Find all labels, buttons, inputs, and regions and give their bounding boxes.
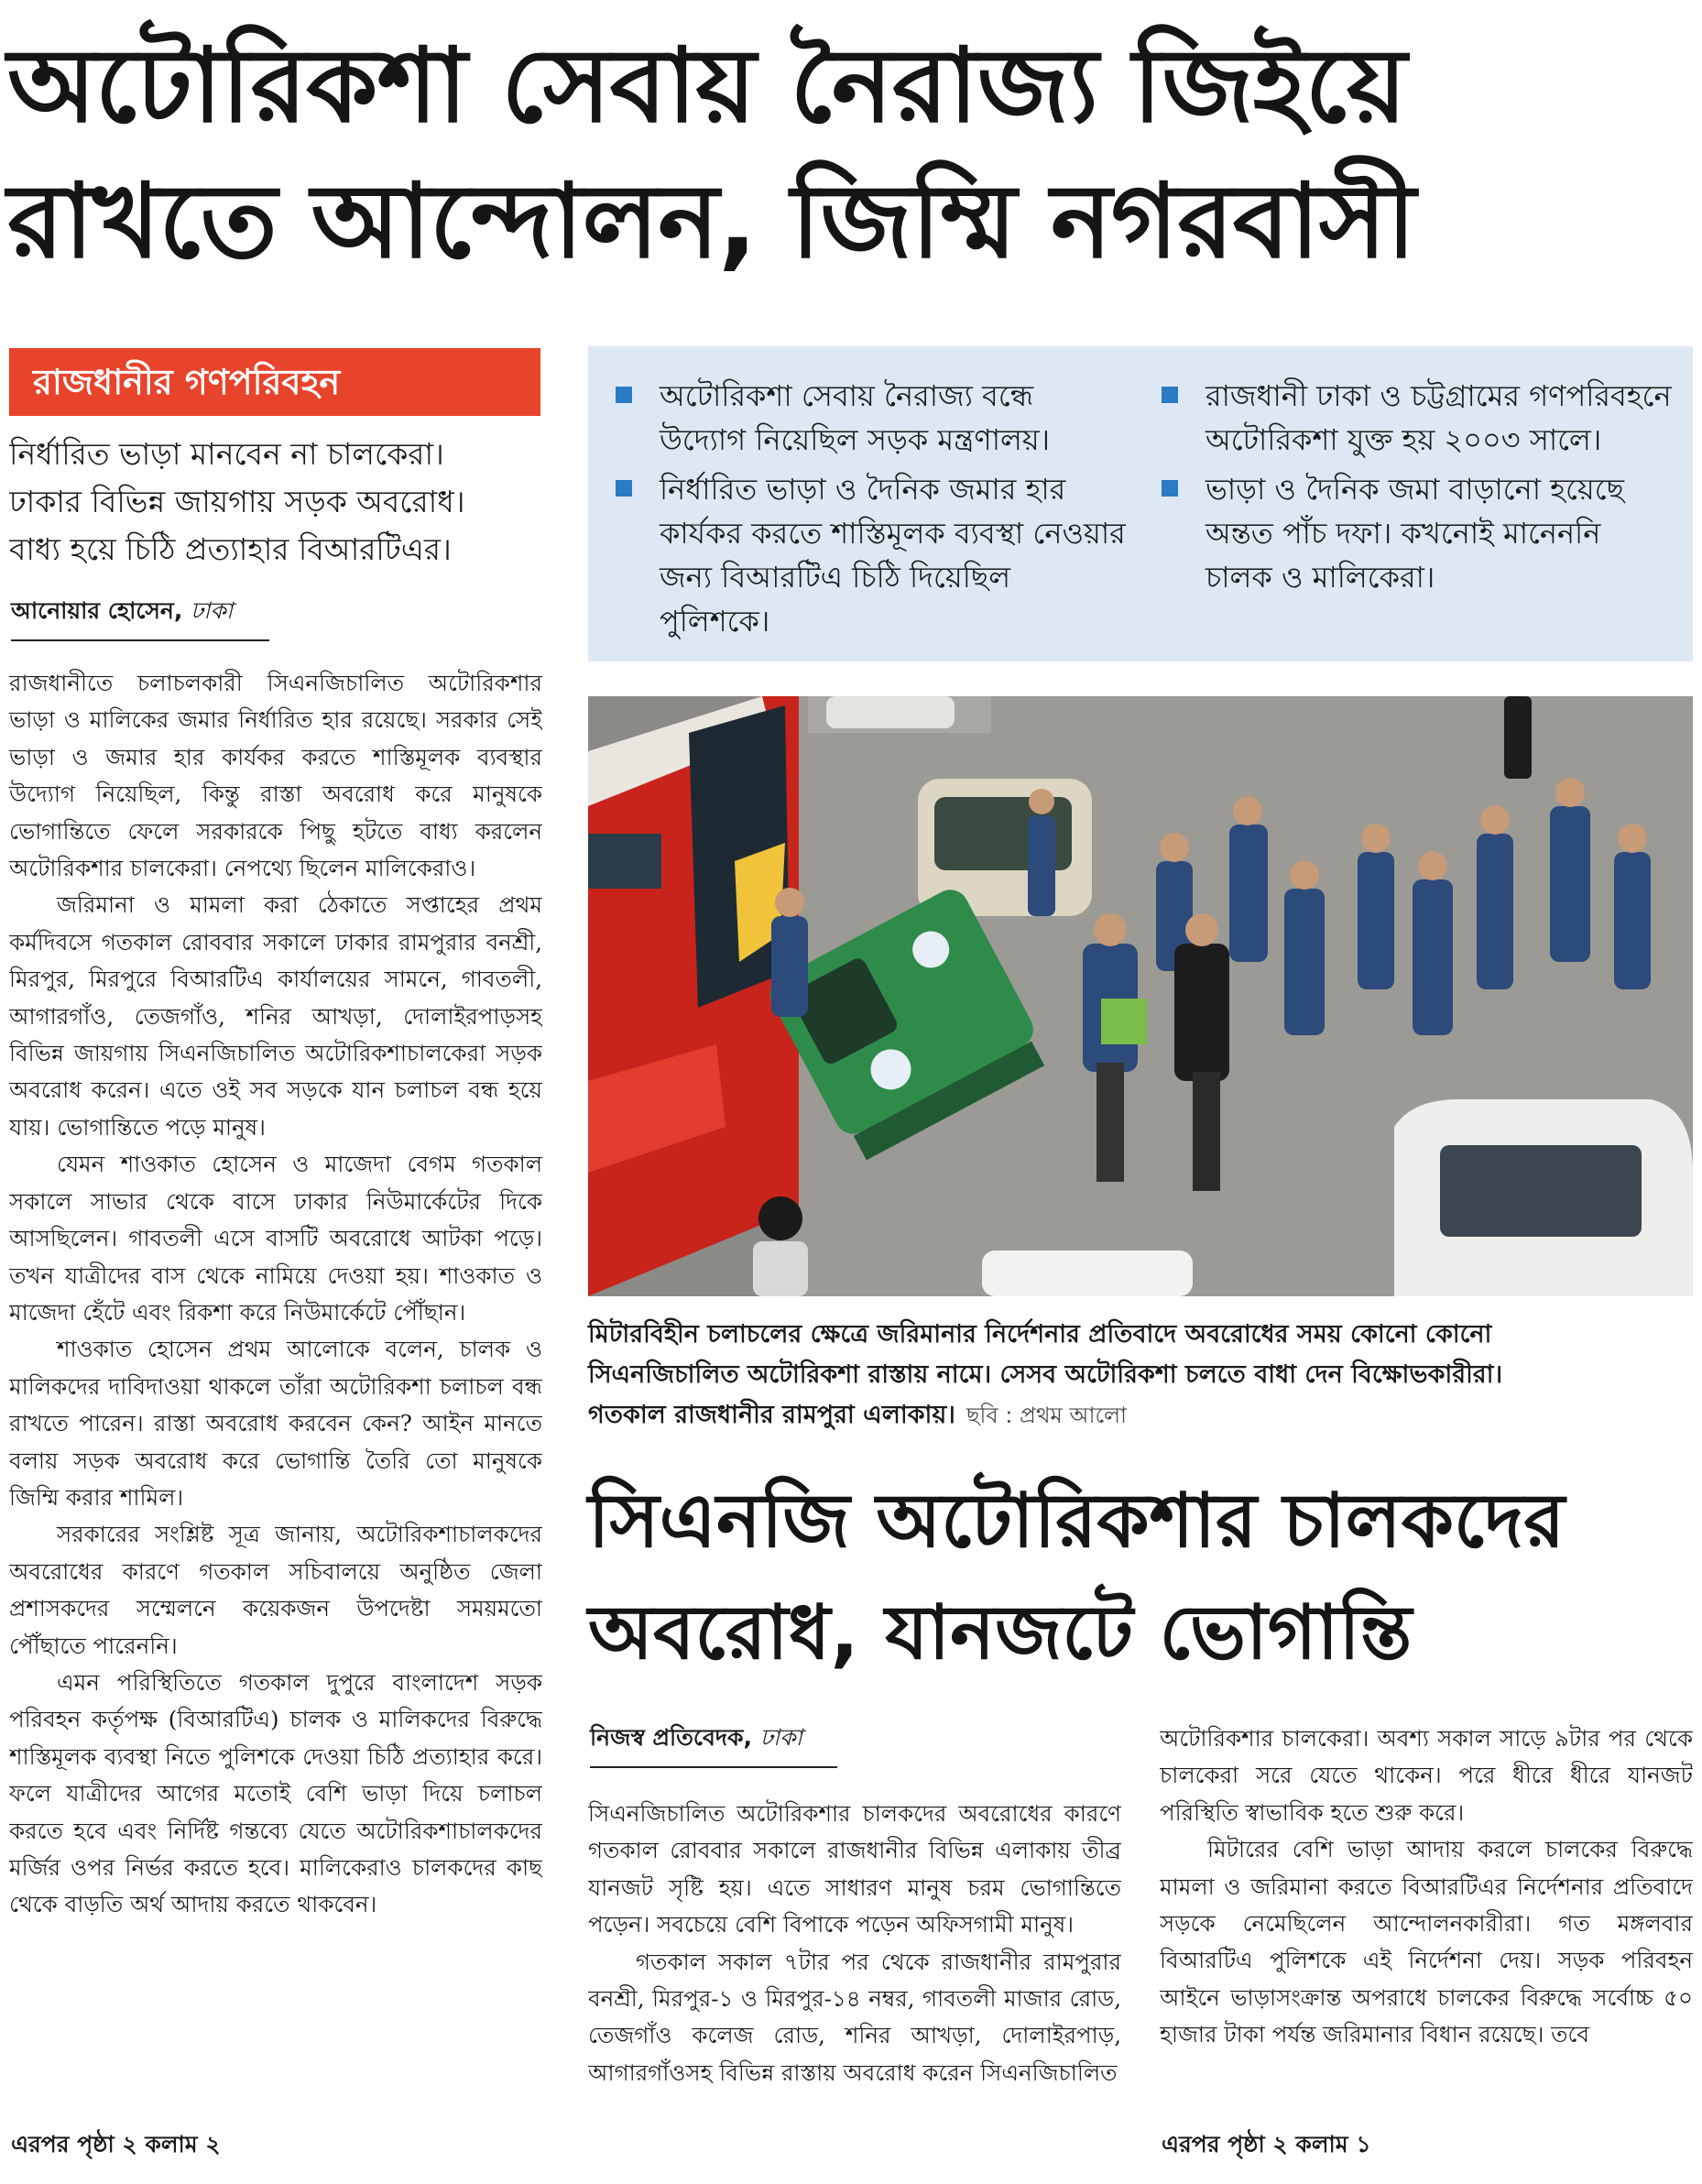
story-paragraph: গতকাল সকাল ৭টার পর থেকে রাজধানীর রামপুরার বনশ্রী, মিরপুর-১ ও মিরপুর-১৪ নম্বর, গাবতলী মাজার রোড, তেজগাঁও কলেজ রোড, শনির আখড়া, দোলাইরপাড়, আগারগাঁওসহ বিভিন্ন রাস্তায় অবরোধ করেন সিএনজিচালিত	[588, 1948, 1121, 2086]
byline-place: ঢাকা	[191, 597, 234, 624]
square-bullet-icon	[1162, 387, 1178, 403]
deck-line: নির্ধারিত ভাড়া মানবেন না চালকেরা।	[9, 436, 444, 472]
highlight-box	[588, 346, 1693, 661]
section-kicker: রাজধানীর গণপরিবহন	[9, 348, 540, 416]
highlight-item	[616, 374, 1129, 462]
caption-line	[588, 1395, 1693, 1436]
highlight-text: নির্ধারিত ভাড়া ও দৈনিক জমার হার কার্যকর করতে শাস্তিমূলক ব্যবস্থা নেওয়ার জন্য বিআরটিএ চিঠি দিয়েছিল পুলিশকে।	[660, 472, 1126, 639]
second-headline	[588, 1466, 1697, 1689]
story-paragraph: সিএনজিচালিত অটোরিকশার চালকদের অবরোধের কারণে গতকাল রোববার সকালে রাজধানীর বিভিন্ন এলাকায় তীব্র যানজট সৃষ্টি হয়। এতে সাধারণ মানুষ চরম ভোগান্তিতে পড়েন। সবচেয়ে বেশি বিপাকে পড়েন অফিসগামী মানুষ।	[588, 1800, 1121, 1938]
main-headline	[0, 18, 1702, 289]
caption-text: গতকাল রাজধানীর রামপুরা এলাকায়।	[588, 1401, 955, 1429]
story-paragraph: মিটারের বেশি ভাড়া আদায় করলে চালকের বিরুদ্ধে মামলা ও জরিমানা করতে বিআরটিএর নির্দেশনার প্রতিবাদে সড়কে নেমেছিলেন আন্দোলনকারীরা। গত মঙ্গলবার বিআরটিএ পুলিশকে এই নির্দেশনা দেয়। সড়ক পরিবহন আইনে ভাড়াসংক্রান্ত অপরাধে চালকের বিরুদ্ধে সর্বোচ্চ ৫০ হাজার টাকা পর্যন্ত জরিমানার বিধান রয়েছে। তবে	[1160, 1836, 1693, 2048]
story-paragraph: রাজধানীতে চলাচলকারী সিএনজিচালিত অটোরিকশার ভাড়া ও মালিকের জমার নির্ধারিত হার রয়েছে। সরকার সেই ভাড়া ও জমার হার কার্যকর করতে শাস্তিমূলক ব্যবস্থার উদ্যোগ নিয়েছিল, কিন্তু রাস্তা অবরোধ করে মানুষকে ভোগান্তিতে ফেলে সরকারকে পিছু হটতে বাধ্য করলেন অটোরিকশার চালকেরা। নেপথ্যে ছিলেন মালিকেরাও।	[9, 670, 542, 882]
byline-name: নিজস্ব প্রতিবেদক	[590, 1724, 744, 1751]
second-headline-line2: অবরোধ, যানজটে ভোগান্তি	[588, 1589, 1413, 1676]
highlight-text: ভাড়া ও দৈনিক জমা বাড়ানো হয়েছে অন্তত পাঁচ দফা। কখনোই মানেননি চালক ও মালিকেরা।	[1206, 472, 1624, 595]
highlight-item	[1162, 467, 1675, 599]
highlight-text: রাজধানী ঢাকা ও চট্টগ্রামের গণপরিবহনে অটোরিকশা যুক্ত হয় ২০০৩ সালে।	[1206, 378, 1672, 457]
jump-line-right: এরপর পৃষ্ঠা ২ কলাম ১	[1162, 2131, 1371, 2157]
deck-line: বাধ্য হয়ে চিঠি প্রত্যাহার বিআরটিএর।	[9, 531, 452, 567]
jump-line-left: এরপর পৃষ্ঠা ২ কলাম ২	[11, 2131, 221, 2157]
story-paragraph: অটোরিকশার চালকেরা। অবশ্য সকাল সাড়ে ৯টার পর থেকে চালকেরা সরে যেতে থাকেন। পরে ধীরে ধীরে যানজট পরিস্থিতি স্বাভাবিক হতে শুরু করে।	[1160, 1725, 1693, 1826]
story-paragraph: শাওকাত হোসেন প্রথম আলোকে বলেন, চালক ও মালিকদের দাবিদাওয়া থাকলে তাঁরা অটোরিকশা চলাচল বন্ধ রাখতে পারেন। রাস্তা অবরোধ করবেন কেন? আইন মানতে বলায় সড়ক অবরোধ করে ভোগান্তি তৈরি তো মানুষকে জিম্মি করার শামিল।	[9, 1336, 542, 1511]
caption-line: সিএনজিচালিত অটোরিকশা রাস্তায় নামে। সেসব অটোরিকশা চলতে বাধা দেন বিক্ষোভকারীরা।	[588, 1360, 1503, 1389]
byline-place: ঢাকা	[759, 1724, 802, 1751]
highlight-item	[1162, 374, 1675, 462]
highlight-text: অটোরিকশা সেবায় নৈরাজ্য বন্ধে উদ্যোগ নিয়েছিল সড়ক মন্ত্রণালয়।	[660, 378, 1051, 457]
main-headline-line2: রাখতে আন্দোলন, জিম্মি নগরবাসী	[7, 162, 1415, 281]
news-photo	[588, 696, 1693, 1296]
byline-name: আনোয়ার হোসেন	[11, 597, 174, 624]
street-scene-image	[588, 696, 1693, 1296]
caption-line: মিটারবিহীন চলাচলের ক্ষেত্রে জরিমানার নির্দেশনার প্রতিবাদে অবরোধের সময় কোনো কোনো	[588, 1320, 1492, 1349]
square-bullet-icon	[616, 480, 632, 497]
story-paragraph: যেমন শাওকাত হোসেন ও মাজেদা বেগম গতকাল সকালে সাভার থেকে বাসে ঢাকার নিউমার্কেটের দিকে আসছিলেন। গাবতলী এসে বাসটি অবরোধে আটকা পড়ে। তখন যাত্রীদের বাস থেকে নামিয়ে দেওয়া হয়। শাওকাত ও মাজেদা হেঁটে এবং রিকশা করে নিউমার্কেটে পৌঁছান।	[9, 1151, 542, 1326]
byline-main: আনোয়ার হোসেন, ঢাকা	[11, 597, 234, 624]
story-deck	[9, 431, 550, 573]
deck-line: ঢাকার বিভিন্ন জায়গায় সড়ক অবরোধ।	[9, 484, 465, 519]
second-headline-line1: সিএনজি অটোরিকশার চালকদের	[588, 1478, 1566, 1565]
byline-rule	[590, 1766, 837, 1768]
byline-second: নিজস্ব প্রতিবেদক, ঢাকা	[590, 1724, 802, 1751]
highlight-column-right	[1162, 374, 1675, 605]
square-bullet-icon	[1162, 480, 1178, 497]
photo-credit: ছবি : প্রথম আলো	[966, 1403, 1127, 1428]
second-story-column-2	[1160, 1720, 1693, 2127]
second-story-column-1	[588, 1796, 1121, 2166]
photo-caption	[588, 1315, 1693, 1436]
main-story-column	[9, 665, 542, 2094]
story-paragraph: জরিমানা ও মামলা করা ঠেকাতে সপ্তাহের প্রথম কর্মদিবসে গতকাল রোববার সকালে ঢাকার রামপুরার বনশ্রী, মিরপুর, মিরপুরে বিআরটিএ কার্যালয়ের সামনে, গাবতলী, আগারগাঁও, তেজগাঁও, শনির আখড়া, দোলাইরপাড়সহ বিভিন্ন জায়গায় সিএনজিচালিত অটোরিকশাচালকেরা সড়ক অবরোধ করেন। এতে ওই সব সড়কে যান চলাচল বন্ধ হয়ে যায়। ভোগান্তিতে পড়ে মানুষ।	[9, 891, 542, 1141]
story-paragraph: এমন পরিস্থিতিতে গতকাল দুপুরে বাংলাদেশ সড়ক পরিবহন কর্তৃপক্ষ (বিআরটিএ) চালক ও মালিকদের বিরুদ্ধে শাস্তিমূলক ব্যবস্থা নিতে পুলিশকে দেওয়া চিঠি প্রত্যাহার করে। ফলে যাত্রীদের আগের মতোই বেশি ভাড়া দিয়ে চলাচল করতে হবে এবং নির্দিষ্ট গন্তব্যে যেতে অটোরিকশাচালকদের মর্জির ওপর নির্ভর করতে হবে। মালিকেরাও চালকদের কাছ থেকে বাড়তি অর্থ আদায় করতে থাকবেন।	[9, 1668, 542, 1918]
highlight-item	[616, 467, 1129, 643]
square-bullet-icon	[616, 387, 632, 403]
main-headline-line1: অটোরিকশা সেবায় নৈরাজ্য জিইয়ে	[7, 27, 1406, 146]
story-paragraph: সরকারের সংশ্লিষ্ট সূত্র জানায়, অটোরিকশাচালকদের অবরোধের কারণে গতকাল সচিবালয়ে অনুষ্ঠিত জেলা প্রশাসকদের সম্মেলনে কয়েকজন উপদেষ্টা সময়মতো পৌঁছাতে পারেননি।	[9, 1521, 542, 1659]
highlight-column-left	[616, 374, 1129, 649]
byline-rule	[11, 639, 269, 641]
